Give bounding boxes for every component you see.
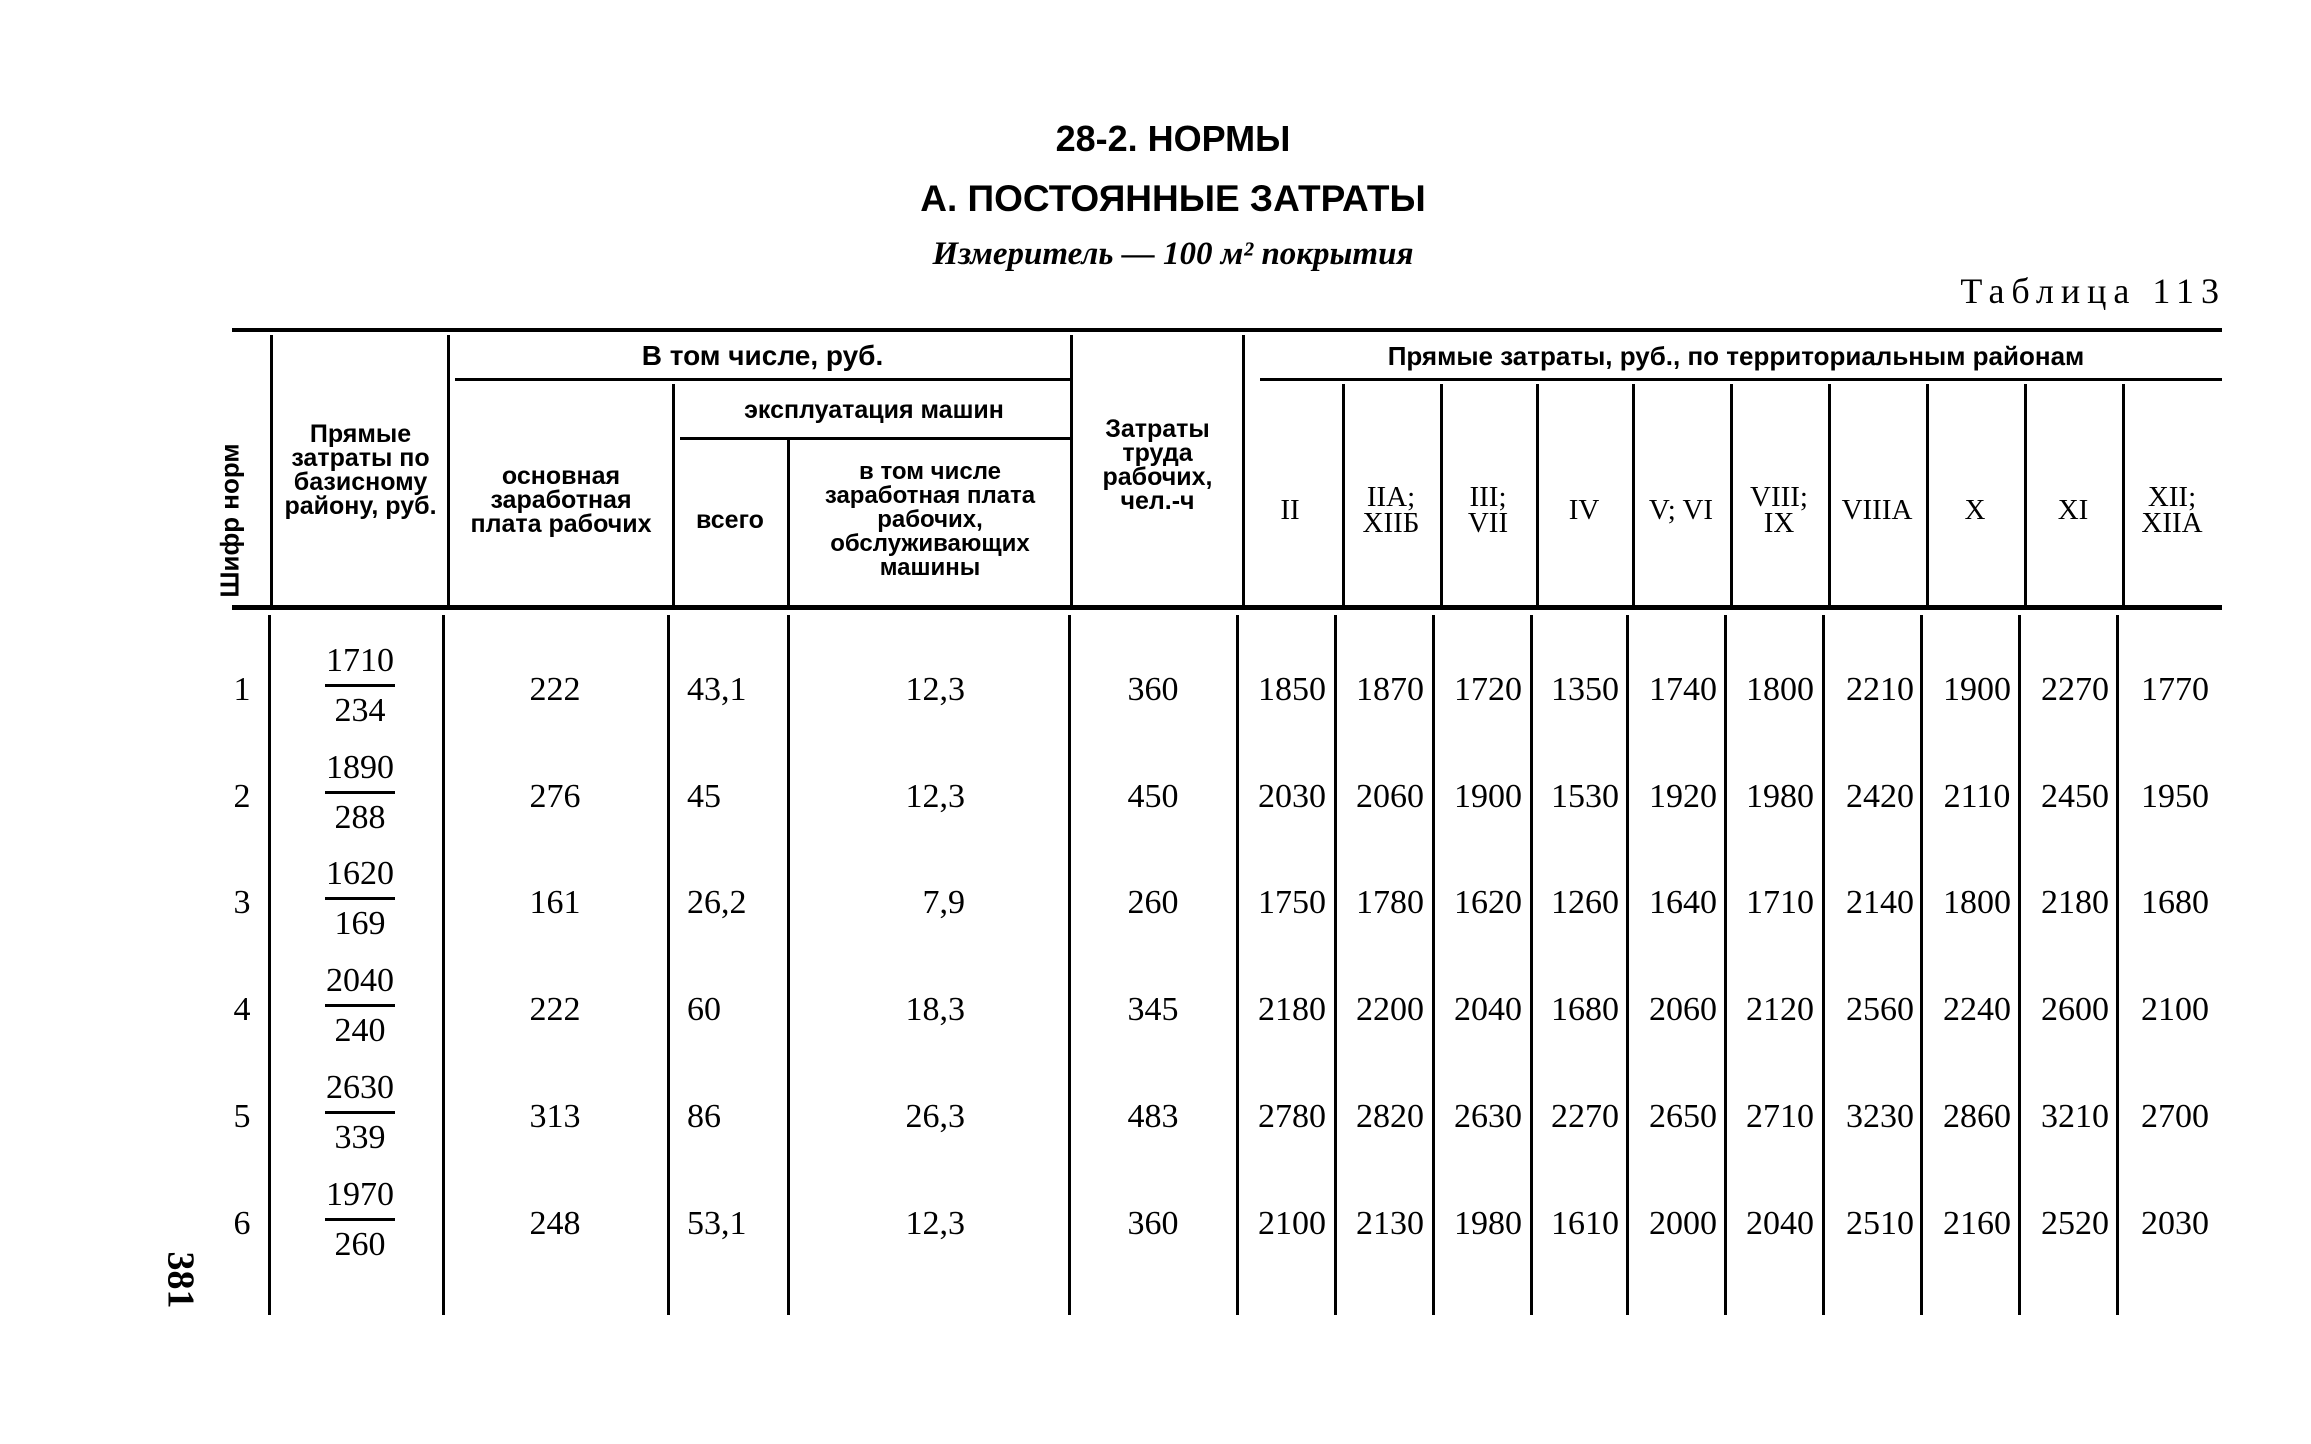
region-cost-value: 1680 (2141, 884, 2209, 921)
including-group-rule (455, 378, 1070, 381)
column-header-regions: Прямые затраты, руб., по территориальным районам (1387, 341, 2085, 371)
labor-value: 360 (1127, 1205, 1179, 1242)
base-cost-fraction (310, 747, 410, 838)
region-cost-value: 2180 (1258, 991, 1326, 1028)
base-cost-wages-value: 339 (334, 1119, 386, 1156)
header-divider (447, 335, 450, 605)
region-header (1927, 440, 2023, 580)
page-number: 381 (159, 1251, 201, 1309)
region-cost-value: 1900 (1943, 671, 2011, 708)
column-header-including: В том числе, руб. (641, 340, 884, 371)
norm-code: 2 (233, 778, 251, 815)
regions-group-rule (1260, 378, 2222, 381)
norm-code: 5 (233, 1098, 251, 1135)
region-header (1242, 440, 1338, 580)
region-cost-value: 1350 (1551, 671, 1619, 708)
region-cost-value: 2040 (1454, 991, 1522, 1028)
region-cost-value: 1680 (1551, 991, 1619, 1028)
region-cost-value: 2820 (1356, 1098, 1424, 1135)
fraction-bar (325, 791, 395, 794)
fraction-bar (325, 684, 395, 687)
norm-code: 4 (233, 991, 251, 1028)
region-cost-value: 1740 (1649, 671, 1717, 708)
machines-total-value: 53,1 (687, 1205, 747, 1242)
labor-value: 483 (1127, 1098, 1179, 1135)
base-cost-wages-value: 288 (334, 799, 386, 836)
region-cost-value: 1610 (1551, 1205, 1619, 1242)
region-cost-value: 2710 (1746, 1098, 1814, 1135)
column-header-wages: основная заработная плата рабочих (470, 462, 652, 538)
body-divider (1068, 615, 1071, 1315)
machines-total-value: 86 (687, 1098, 721, 1135)
machines-wages-value: 18,3 (905, 991, 965, 1028)
region-header-label: II (1280, 494, 1300, 526)
machines-total-value: 26,2 (687, 884, 747, 921)
wages-value: 313 (529, 1098, 581, 1135)
wages-value: 161 (529, 884, 581, 921)
body-divider (787, 615, 790, 1315)
region-cost-value: 2130 (1356, 1205, 1424, 1242)
region-header (2124, 440, 2220, 580)
region-cost-value: 1850 (1258, 671, 1326, 708)
machines-wages-value: 12,3 (905, 671, 965, 708)
region-header (1343, 440, 1439, 580)
region-cost-value: 2270 (2041, 671, 2109, 708)
region-header (1536, 440, 1632, 580)
region-header (1829, 440, 1925, 580)
wages-value: 248 (529, 1205, 581, 1242)
base-cost-value: 1970 (326, 1176, 394, 1213)
region-cost-value: 1800 (1746, 671, 1814, 708)
machines-total-value: 45 (687, 778, 721, 815)
norm-code: 1 (233, 671, 251, 708)
base-cost-wages-value: 234 (334, 692, 386, 729)
fraction-bar (325, 1004, 395, 1007)
measure-line: Измеритель — 100 м² покрытия (932, 236, 1414, 272)
machines-wages-value: 12,3 (905, 1205, 965, 1242)
table-top-rule (232, 328, 2222, 332)
region-cost-value: 1920 (1649, 778, 1717, 815)
region-cost-value: 1800 (1943, 884, 2011, 921)
region-cost-value: 2060 (1649, 991, 1717, 1028)
region-cost-value: 2510 (1846, 1205, 1914, 1242)
region-cost-value: 2600 (2041, 991, 2109, 1028)
base-cost-wages-value: 169 (334, 905, 386, 942)
labor-value: 260 (1127, 884, 1179, 921)
header-bottom-rule (232, 605, 2222, 610)
region-cost-value: 2270 (1551, 1098, 1619, 1135)
region-header-label: VIII; IX (1750, 481, 1808, 539)
region-cost-value: 1780 (1356, 884, 1424, 921)
wages-value: 276 (529, 778, 581, 815)
base-cost-value: 2040 (326, 962, 394, 999)
region-cost-value: 2450 (2041, 778, 2109, 815)
region-cost-value: 1950 (2141, 778, 2209, 815)
region-header-label: VIIIА (1841, 494, 1913, 526)
labor-value: 360 (1127, 671, 1179, 708)
region-cost-value: 1260 (1551, 884, 1619, 921)
region-header (1633, 440, 1729, 580)
region-header (1440, 440, 1536, 580)
region-header (1731, 440, 1827, 580)
region-cost-value: 1900 (1454, 778, 1522, 815)
region-header-label: XII; XIIА (2141, 481, 2203, 539)
region-cost-value: 2140 (1846, 884, 1914, 921)
region-cost-value: 2630 (1454, 1098, 1522, 1135)
base-cost-fraction (310, 1067, 410, 1158)
region-cost-value: 1620 (1454, 884, 1522, 921)
region-cost-value: 2160 (1943, 1205, 2011, 1242)
machines-total-value: 43,1 (687, 671, 747, 708)
wages-value: 222 (529, 671, 581, 708)
machines-wages-value: 26,3 (905, 1098, 965, 1135)
region-cost-value: 1710 (1746, 884, 1814, 921)
fraction-bar (325, 1218, 395, 1221)
column-header-machines: эксплуатация машин (744, 396, 1004, 424)
region-cost-value: 1640 (1649, 884, 1717, 921)
base-cost-wages-value: 240 (334, 1012, 386, 1049)
base-cost-fraction (310, 1174, 410, 1265)
region-cost-value: 1770 (2141, 671, 2209, 708)
fraction-bar (325, 897, 395, 900)
region-cost-value: 2030 (2141, 1205, 2209, 1242)
region-cost-value: 1870 (1356, 671, 1424, 708)
region-cost-value: 1750 (1258, 884, 1326, 921)
region-cost-value: 2210 (1846, 671, 1914, 708)
norm-code: 6 (233, 1205, 251, 1242)
header-divider (787, 440, 790, 605)
region-cost-value: 2040 (1746, 1205, 1814, 1242)
machines-group-rule (680, 437, 1070, 440)
region-cost-value: 1530 (1551, 778, 1619, 815)
region-header-label: IIА; XIIБ (1362, 481, 1420, 539)
base-cost-fraction (310, 960, 410, 1051)
labor-value: 345 (1127, 991, 1179, 1028)
region-cost-value: 2860 (1943, 1098, 2011, 1135)
base-cost-wages-value: 260 (334, 1226, 386, 1263)
region-header-label: X (1964, 494, 1986, 526)
table-label: Таблица 113 (1960, 271, 2226, 311)
region-cost-value: 2520 (2041, 1205, 2109, 1242)
region-cost-value: 2120 (1746, 991, 1814, 1028)
column-header-labor: Затраты труда рабочих, чел.-ч (1102, 415, 1213, 515)
region-header-label: XI (2057, 494, 2089, 526)
region-cost-value: 2780 (1258, 1098, 1326, 1135)
region-cost-value: 2100 (1258, 1205, 1326, 1242)
region-cost-value: 1980 (1454, 1205, 1522, 1242)
region-cost-value: 2420 (1846, 778, 1914, 815)
region-header (2025, 440, 2121, 580)
section-title: 28-2. НОРМЫ (1055, 118, 1291, 159)
base-cost-value: 1710 (326, 642, 394, 679)
region-header-label: III; VII (1467, 481, 1509, 539)
region-cost-value: 2180 (2041, 884, 2109, 921)
base-cost-fraction (310, 640, 410, 731)
region-cost-value: 3230 (1846, 1098, 1914, 1135)
region-header-label: IV (1568, 494, 1600, 526)
region-cost-value: 2100 (2141, 991, 2209, 1028)
labor-value: 450 (1127, 778, 1179, 815)
machines-wages-value: 12,3 (905, 778, 965, 815)
machines-total-value: 60 (687, 991, 721, 1028)
region-cost-value: 2000 (1649, 1205, 1717, 1242)
base-cost-value: 1620 (326, 855, 394, 892)
region-cost-value: 2560 (1846, 991, 1914, 1028)
region-cost-value: 2700 (2141, 1098, 2209, 1135)
fraction-bar (325, 1111, 395, 1114)
column-header-code: Шифр норм (214, 442, 245, 598)
norm-code: 3 (233, 884, 251, 921)
wages-value: 222 (529, 991, 581, 1028)
region-header-label: V; VI (1648, 494, 1714, 526)
body-divider (268, 615, 271, 1315)
region-cost-value: 3210 (2041, 1098, 2109, 1135)
region-cost-value: 2240 (1943, 991, 2011, 1028)
region-cost-value: 2200 (1356, 991, 1424, 1028)
machines-wages-value: 7,9 (922, 884, 965, 921)
base-cost-fraction (310, 853, 410, 944)
region-cost-value: 2030 (1258, 778, 1326, 815)
region-cost-value: 2650 (1649, 1098, 1717, 1135)
body-divider (1236, 615, 1239, 1315)
region-cost-value: 1720 (1454, 671, 1522, 708)
body-divider (442, 615, 445, 1315)
column-header-base-cost: Прямые затраты по базисному району, руб. (284, 420, 437, 520)
region-cost-value: 1980 (1746, 778, 1814, 815)
region-cost-value: 2110 (1943, 778, 2011, 815)
subsection-title: А. ПОСТОЯННЫЕ ЗАТРАТЫ (920, 178, 1426, 219)
header-divider (1070, 335, 1073, 605)
column-header-machines-wages: в том числе заработная плата рабочих, обслуживающих машины (824, 458, 1036, 581)
body-divider (667, 615, 670, 1315)
region-cost-value: 2060 (1356, 778, 1424, 815)
column-header-machines-total: всего (696, 506, 764, 534)
header-divider (270, 335, 273, 605)
base-cost-value: 2630 (326, 1069, 394, 1106)
base-cost-value: 1890 (326, 749, 394, 786)
